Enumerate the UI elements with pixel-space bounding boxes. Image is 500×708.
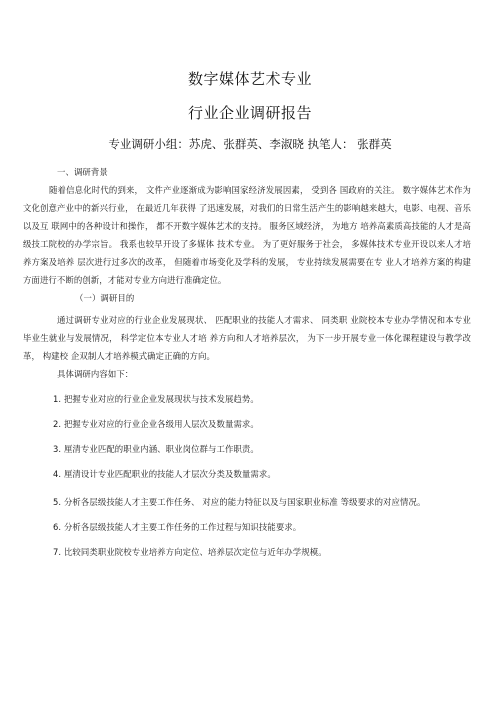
document-body: [23, 163, 471, 561]
section-heading-background: 一、调研背景: [57, 167, 108, 177]
section-heading-purpose: （一）调研目的: [75, 293, 135, 303]
list-item: 7. 比较同类职业院校专业培养方向定位、培养层次定位与近年办学规模。: [53, 547, 327, 557]
content-intro: 具体调研内容如下：: [57, 369, 134, 379]
list-item: 4. 厘清设计专业匹配职业的技能人才层次分类及数量需求。: [53, 469, 276, 479]
list-item: 6. 分析各层级技能人才主要工作任务的工作过程与知识技能要求。: [53, 522, 302, 532]
list-item: 5. 分析各层级技能人才主要工作任务、 对应的能力特征以及与国家职业标准 等级要求的对应情况。: [53, 497, 426, 507]
document-title-line1: 数字媒体艺术专业: [187, 70, 312, 88]
background-paragraph: 随着信息化时代的到来， 文件产业逐渐成为影响国家经济发展因素， 受到各 国政府的关注。 数字媒体艺术作为文化创意产业中的新兴行业， 在最近几年获得 了迅速发展，对我们的日常生活产生的影响越来越大，电影、电视、音乐以及互 联网中的各种设计和操作， 都不开数字媒体艺术的支持。 服务区域经济， 为地方 培养高素质高技能的人才是高级技工院校的办学宗旨。 我系也较早开设了多媒体 技术专业。 为了更好服务于社会， 多媒体技术专业开设以来人才培养方案及培养 层次进行过多次的改革， 但随着市场变化及学科的发展， 专业持续发展需要在专 业人才培养方案的构建方面进行不断的创新，才能对专业方向进行准确定位。: [23, 185, 471, 285]
list-item: 2. 把握专业对应的行业企业各级用人层次及数量需求。: [53, 419, 259, 429]
document-byline: 专业调研小组：苏虎、张群英、李淑晓 执笔人： 张群英: [108, 137, 392, 151]
purpose-paragraph: 通过调研专业对应的行业企业发展现状、 匹配职业的技能人才需求、 同类职 业院校本专业办学情况和本专业毕业生就业与发展情况， 科学定位本专业人才培 养方向和人才培养层次， 为下一步开展专业一体化课程建设与教学改革， 构建校 企双制人才培养模式确定正确的方向。: [23, 315, 471, 361]
list-item: 1. 把握专业对应的行业企业发展现状与技术发展趋势。: [53, 394, 259, 404]
list-item: 3. 厘清专业匹配的职业内涵、职业岗位群与工作职责。: [53, 444, 259, 454]
document-title-line2: 行业企业调研报告: [187, 104, 312, 122]
